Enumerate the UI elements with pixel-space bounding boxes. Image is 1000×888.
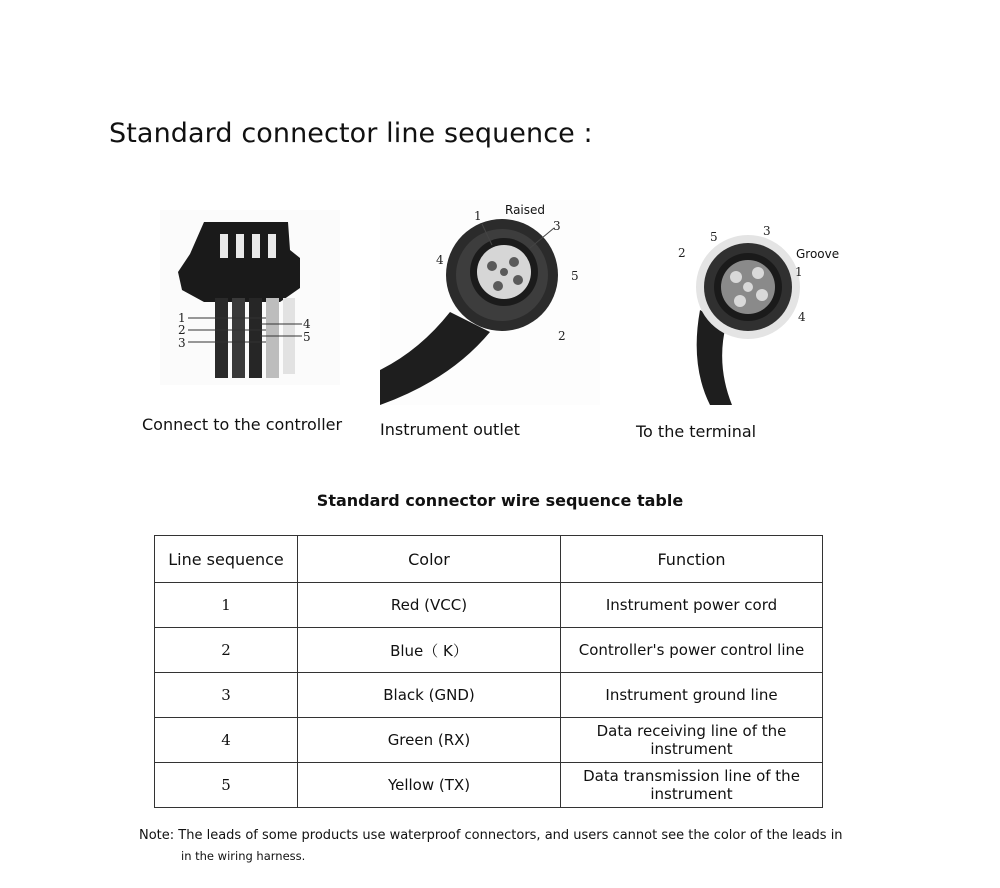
pin-label: 4 xyxy=(303,317,311,331)
table-title: Standard connector wire sequence table xyxy=(316,491,684,510)
pin-label: 1 xyxy=(474,209,482,223)
instrument-outlet-photo xyxy=(380,200,600,405)
groove-callout: Groove xyxy=(796,247,840,261)
row-seq: 2 xyxy=(155,628,298,673)
pin-label: 5 xyxy=(710,230,718,244)
row-function: Instrument ground line xyxy=(561,673,823,718)
pin-label: 3 xyxy=(763,224,771,238)
note-label: Note: xyxy=(139,828,175,843)
footnote xyxy=(139,826,843,866)
note-line-2: in the wiring harness. xyxy=(181,849,306,863)
outlet-caption: Instrument outlet xyxy=(380,420,520,439)
row-color: Blue（ K） xyxy=(298,628,561,673)
controller-connector-photo xyxy=(160,210,340,385)
raised-callout: Raised xyxy=(505,203,546,217)
row-seq: 3 xyxy=(155,673,298,718)
table-row xyxy=(155,628,823,673)
table-row xyxy=(155,718,823,763)
row-function: Data transmission line of the instrument xyxy=(561,763,823,808)
pin-label: 2 xyxy=(558,329,566,343)
table-row xyxy=(155,673,823,718)
row-seq: 1 xyxy=(155,583,298,628)
controller-caption: Connect to the controller xyxy=(142,415,343,434)
table-header-row xyxy=(155,536,823,583)
row-seq: 5 xyxy=(155,763,298,808)
row-color: Red (VCC) xyxy=(298,583,561,628)
table-row xyxy=(155,763,823,808)
row-seq: 4 xyxy=(155,718,298,763)
header-function: Function xyxy=(561,536,823,583)
pin-label: 5 xyxy=(571,269,579,283)
page-title: Standard connector line sequence : xyxy=(109,118,593,149)
terminal-caption: To the terminal xyxy=(636,422,757,441)
header-color: Color xyxy=(298,536,561,583)
header-line-sequence: Line sequence xyxy=(155,536,298,583)
pin-label: 4 xyxy=(436,253,444,267)
pin-label: 1 xyxy=(178,311,186,325)
row-function: Data receiving line of the instrument xyxy=(561,718,823,763)
pin-label: 2 xyxy=(178,323,186,337)
row-function: Instrument power cord xyxy=(561,583,823,628)
row-function: Controller's power control line xyxy=(561,628,823,673)
row-color: Yellow (TX) xyxy=(298,763,561,808)
table-row xyxy=(155,583,823,628)
note-line-1: The leads of some products use waterproof connectors, and users cannot see the color of the leads in xyxy=(178,828,843,843)
terminal-photo xyxy=(660,215,850,405)
pin-label: 2 xyxy=(678,246,686,260)
pin-label: 5 xyxy=(303,330,311,344)
wire-sequence-table xyxy=(154,535,823,808)
row-color: Green (RX) xyxy=(298,718,561,763)
pin-label: 3 xyxy=(553,219,561,233)
row-color: Black (GND) xyxy=(298,673,561,718)
pin-label: 4 xyxy=(798,310,806,324)
pin-label: 3 xyxy=(178,336,186,350)
pin-label: 1 xyxy=(795,265,803,279)
